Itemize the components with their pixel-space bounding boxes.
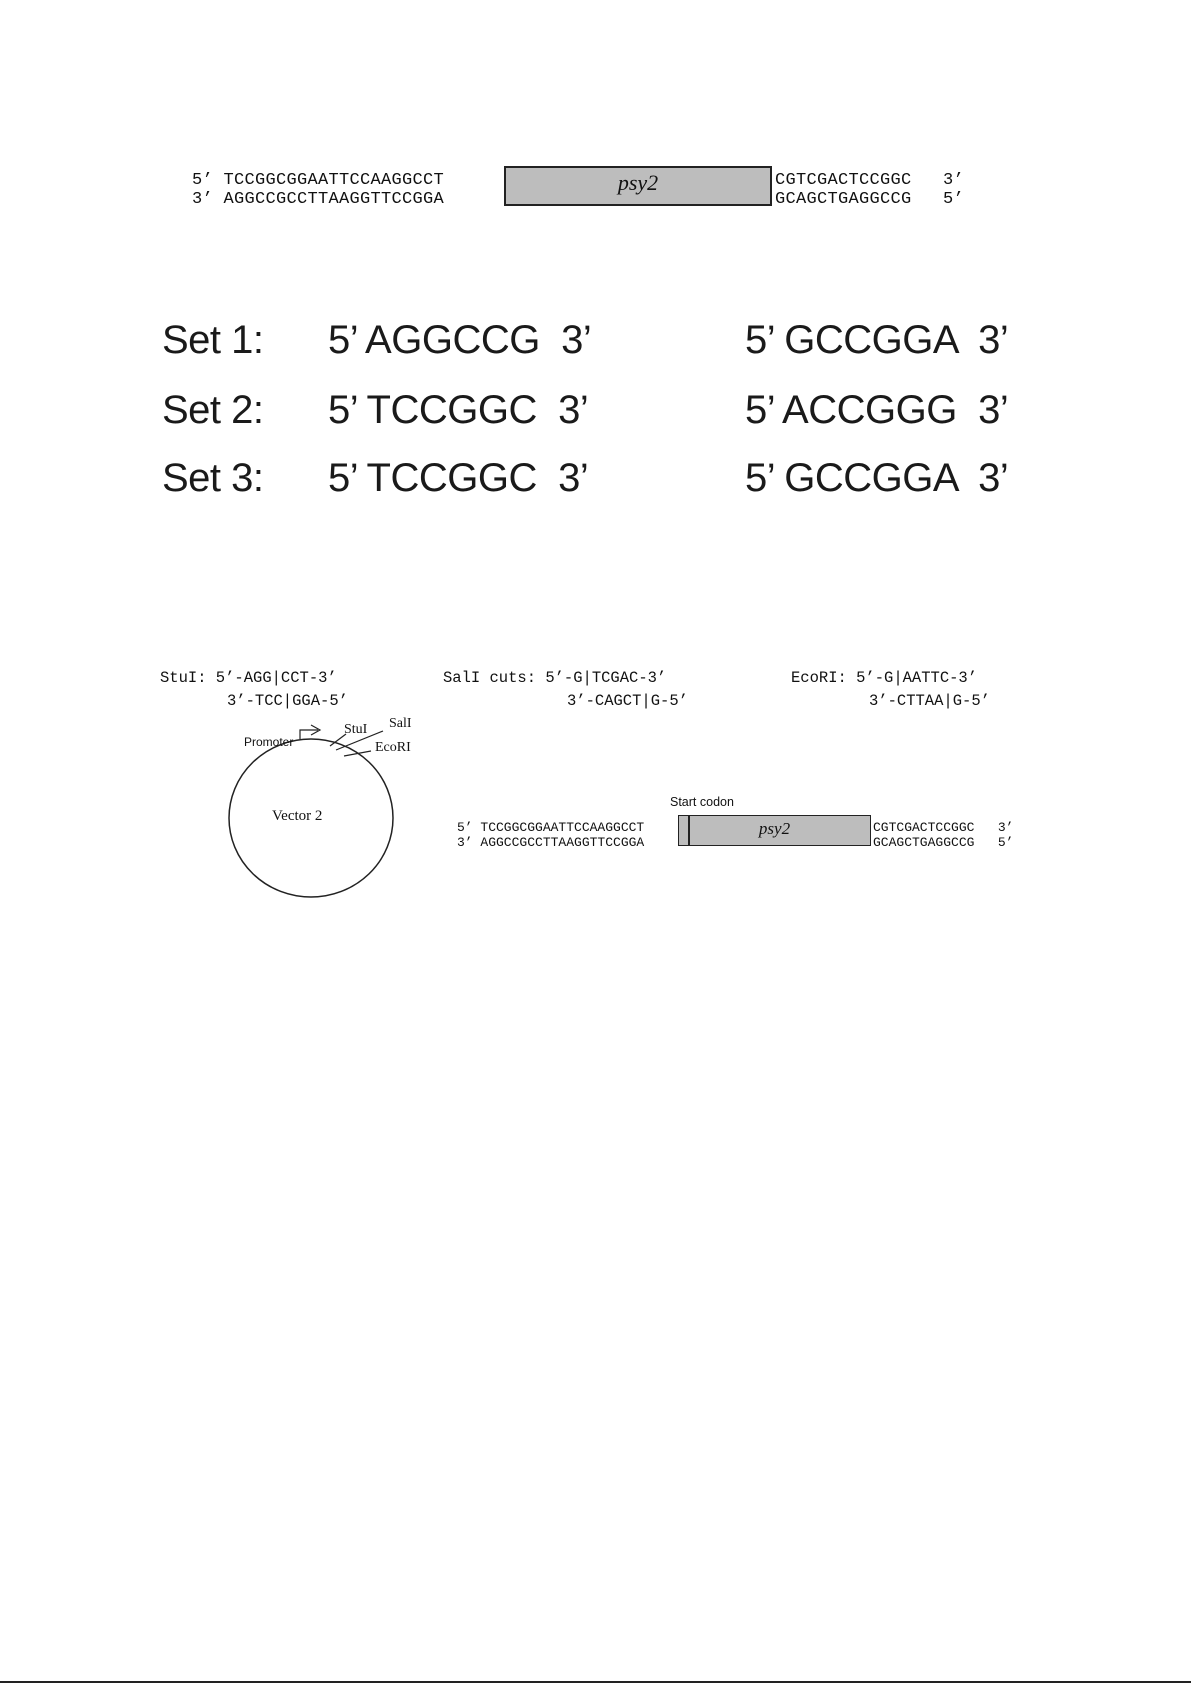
promoter-label: Promoter <box>244 735 294 749</box>
bottom-gene-label: psy2 <box>758 819 791 838</box>
bottom-right-strand-5: GCAGCTGAGGCCG 5’ <box>873 835 1014 850</box>
top-left-strand-5: 5’ TCCGGCGGAATTCCAAGGCCT <box>192 171 445 190</box>
top-gene-label: psy2 <box>617 170 659 195</box>
set-2-label: Set 2: <box>162 388 264 432</box>
sali-site-bottom: 3’-CAGCT|G-5’ <box>567 692 688 710</box>
top-left-strand-3: 3’ AGGCCGCCTTAAGGTTCCGGA <box>192 190 445 209</box>
bottom-left-strand-3: 3’ AGGCCGCCTTAAGGTTCCGGA <box>457 835 645 850</box>
set-3-label: Set 3: <box>162 456 264 500</box>
set-3-forward-primer: 5’ TCCGGC 3’ <box>328 456 589 500</box>
promoter-arrow-icon <box>300 730 318 739</box>
set-1-label: Set 1: <box>162 318 264 362</box>
sali-map-label: SalI <box>389 716 412 731</box>
set-3-reverse-primer: 5’ GCCGGA 3’ <box>745 456 1009 500</box>
bottom-right-strand-3: CGTCGACTCCGGC 3’ <box>873 820 1014 835</box>
set-1-forward-primer: 5’ AGGCCG 3’ <box>328 318 592 362</box>
set-2-forward-primer: 5’ TCCGGC 3’ <box>328 388 589 432</box>
stui-map-label: StuI <box>344 722 368 737</box>
stui-site-bottom: 3’-TCC|GGA-5’ <box>227 692 348 710</box>
top-right-strand-3: CGTCGACTCCGGC 3’ <box>775 171 965 190</box>
top-right-strand-5: GCAGCTGAGGCCG 5’ <box>775 190 965 209</box>
set-2-reverse-primer: 5’ ACCGGG 3’ <box>745 388 1009 432</box>
sali-site-top: SalI cuts: 5’-G|TCGAC-3’ <box>443 669 667 687</box>
ecori-site-top: EcoRI: 5’-G|AATTC-3’ <box>791 669 978 687</box>
bottom-left-strand-5: 5’ TCCGGCGGAATTCCAAGGCCT <box>457 820 645 835</box>
ecori-map-label: EcoRI <box>375 740 411 755</box>
stui-site-top: StuI: 5’-AGG|CCT-3’ <box>160 669 337 687</box>
ecori-pointer <box>344 751 371 756</box>
set-1-reverse-primer: 5’ GCCGGA 3’ <box>745 318 1009 362</box>
start-codon-label: Start codon <box>670 795 734 809</box>
ecori-site-bottom: 3’-CTTAA|G-5’ <box>869 692 990 710</box>
vector-name: Vector 2 <box>272 808 323 824</box>
page-bottom-edge <box>0 1681 1191 1683</box>
